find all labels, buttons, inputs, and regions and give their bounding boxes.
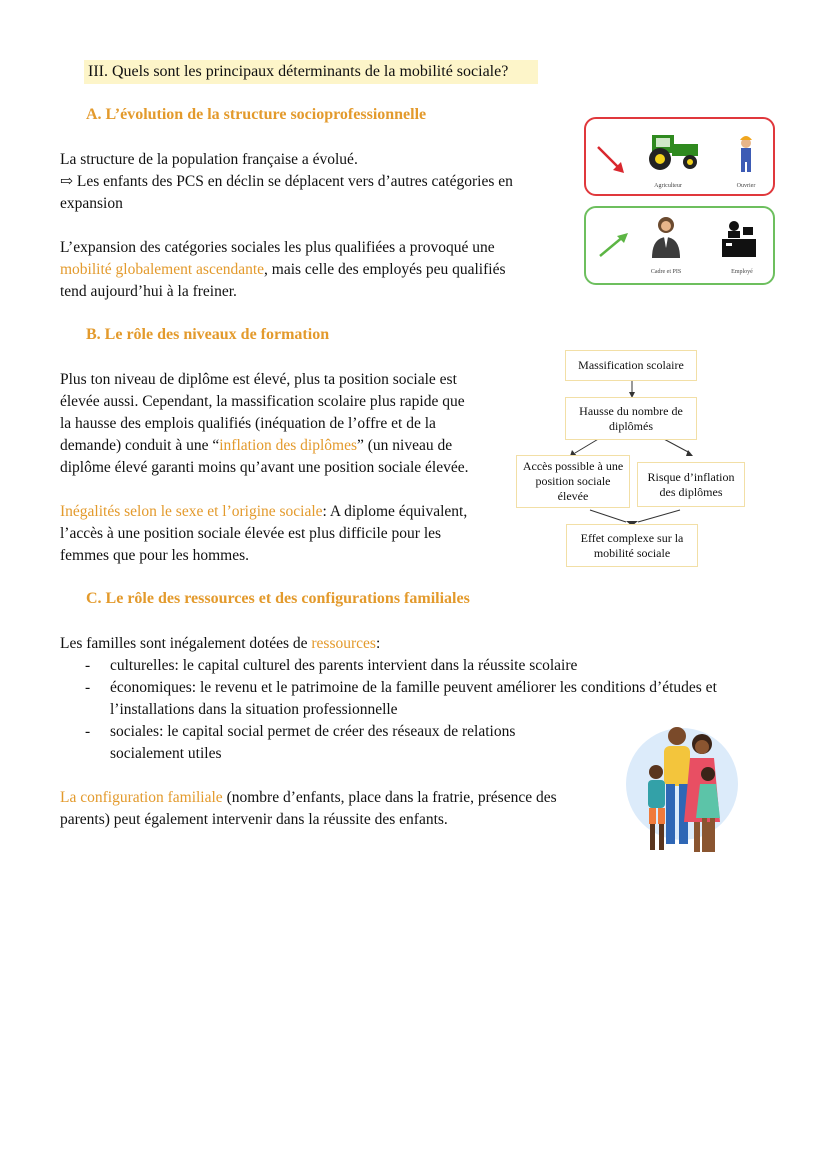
highlight-configuration: La configuration familiale <box>60 789 223 806</box>
list-item-culturelles: - culturelles: le capital culturel des parents intervient dans la réussite scolaire <box>60 655 790 677</box>
section-c-heading: C. Le rôle des ressources et des configurations familiales <box>86 590 470 607</box>
tractor-icon <box>649 135 698 170</box>
executive-icon <box>652 217 680 258</box>
section-a-paragraph-2: L’expansion des catégories sociales les plus qualifiées a provoqué une mobilité globalement ascendante, mais celle des employés peu qualifiés tend aujourd’hui à la freiner. <box>60 239 506 300</box>
diagram-box-hausse: Hausse du nombre de diplômés <box>565 397 697 440</box>
cadre-label: Cadre et PIS <box>650 269 682 275</box>
pcs-growth-card <box>584 206 775 285</box>
pcs-decline-card <box>584 117 775 196</box>
section-a-paragraph-1: La structure de la population française a évolué. ⇨ Les enfants des PCS en déclin se déplacent vers d’autres catégories en expansion <box>60 151 513 212</box>
section-b-paragraph-1: Plus ton niveau de diplôme est élevé, plus ta position sociale est élevée aussi. Cependant, la massification scolaire plus rapide que la hausse des emplois qualifiés (inéquation de l’offre et de la demande) conduit à une “inflation des diplômes” (un niveau de diplôme élevé garanti moins qu’avant une position sociale élevée. <box>60 371 469 476</box>
diagram-box-risque: Risque d’inflation des diplômes <box>637 462 745 507</box>
section-b-paragraph-2: Inégalités selon le sexe et l’origine sociale: A diplome équivalent, l’accès à une position sociale élevée est plus difficile pour les femmes que pour les hommes. <box>60 503 468 564</box>
agriculteur-label: Agriculteur <box>654 183 682 189</box>
section-c-intro: Les familles sont inégalement dotées de ressources: <box>60 635 381 652</box>
section-c-paragraph-2: La configuration familiale (nombre d’enfants, place dans la fratrie, présence des parents) peut également intervenir dans la réussite des enfants. <box>60 789 557 828</box>
list-item-economiques: - économiques: le revenu et le patrimoine de la famille peuvent améliorer les conditions d’études et l’installations dans la situation professionnelle <box>60 677 790 721</box>
section-b-heading: B. Le rôle des niveaux de formation <box>86 326 330 343</box>
section-a-heading: A. L’évolution de la structure socioprofessionnelle <box>86 106 427 123</box>
employee-desk-icon <box>722 221 756 257</box>
down-arrow-icon <box>598 147 620 169</box>
highlight-inegalites: Inégalités selon le sexe et l’origine sociale <box>60 503 323 520</box>
family-illustration <box>624 722 744 862</box>
highlight-mobilite: mobilité globalement ascendante <box>60 261 265 278</box>
ouvrier-label: Ouvrier <box>736 183 756 189</box>
list-item-sociales: - sociales: le capital social permet de créer des réseaux de relations socialement utiles <box>60 721 790 765</box>
diagram-box-effet: Effet complexe sur la mobilité sociale <box>566 524 698 567</box>
diagram-box-massification: Massification scolaire <box>565 350 697 381</box>
diagram-box-acces: Accès possible à une position sociale élevée <box>516 455 630 508</box>
highlight-inflation: inflation des diplômes <box>219 437 358 454</box>
employe-label: Employé <box>731 269 753 275</box>
highlight-ressources: ressources <box>311 635 376 652</box>
page-title: III. Quels sont les principaux déterminants de la mobilité sociale? <box>84 60 538 84</box>
worker-icon <box>740 136 752 172</box>
